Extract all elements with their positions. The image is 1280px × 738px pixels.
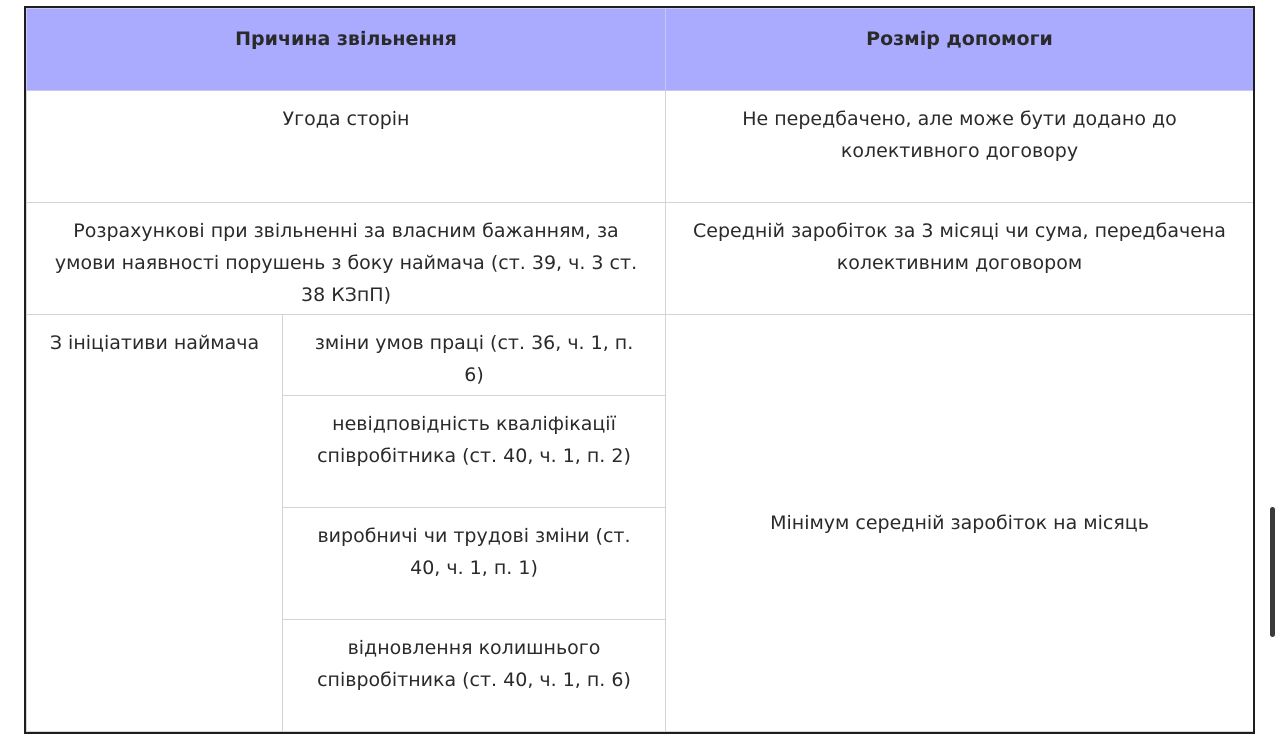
table-header-row — [27, 9, 1254, 91]
table-row — [27, 315, 1254, 396]
severance-table-frame — [24, 6, 1255, 734]
severance-table — [26, 8, 1254, 732]
table-row — [27, 203, 1254, 315]
reason-employer-initiative: З ініціативи наймача — [27, 315, 283, 732]
amount-employer-initiative: Мінімум середній заробіток на місяць — [666, 315, 1254, 732]
sub-reason-production-changes: виробничі чи трудові зміни (ст. 40, ч. 1, п. 1) — [283, 508, 666, 620]
sub-reason-qualification: невідповідність кваліфікації співробітника (ст. 40, ч. 1, п. 2) — [283, 396, 666, 508]
amount-own-will: Середній заробіток за 3 місяці чи сума, передбачена колективним договором — [666, 203, 1254, 315]
table-row — [27, 91, 1254, 203]
scrollbar-thumb[interactable] — [1270, 507, 1275, 637]
amount-agreement: Не передбачено, але може бути додано до колективного договору — [666, 91, 1254, 203]
header-reason: Причина звільнення — [27, 9, 666, 91]
sub-reason-work-conditions: зміни умов праці (ст. 36, ч. 1, п. 6) — [283, 315, 666, 396]
sub-reason-reinstatement: відновлення колишнього співробітника (ст. 40, ч. 1, п. 6) — [283, 620, 666, 732]
reason-own-will: Розрахункові при звільненні за власним бажанням, за умови наявності порушень з боку наймача (ст. 39, ч. 3 ст. 38 КЗпП) — [27, 203, 666, 315]
reason-agreement: Угода сторін — [27, 91, 666, 203]
header-amount: Розмір допомоги — [666, 9, 1254, 91]
